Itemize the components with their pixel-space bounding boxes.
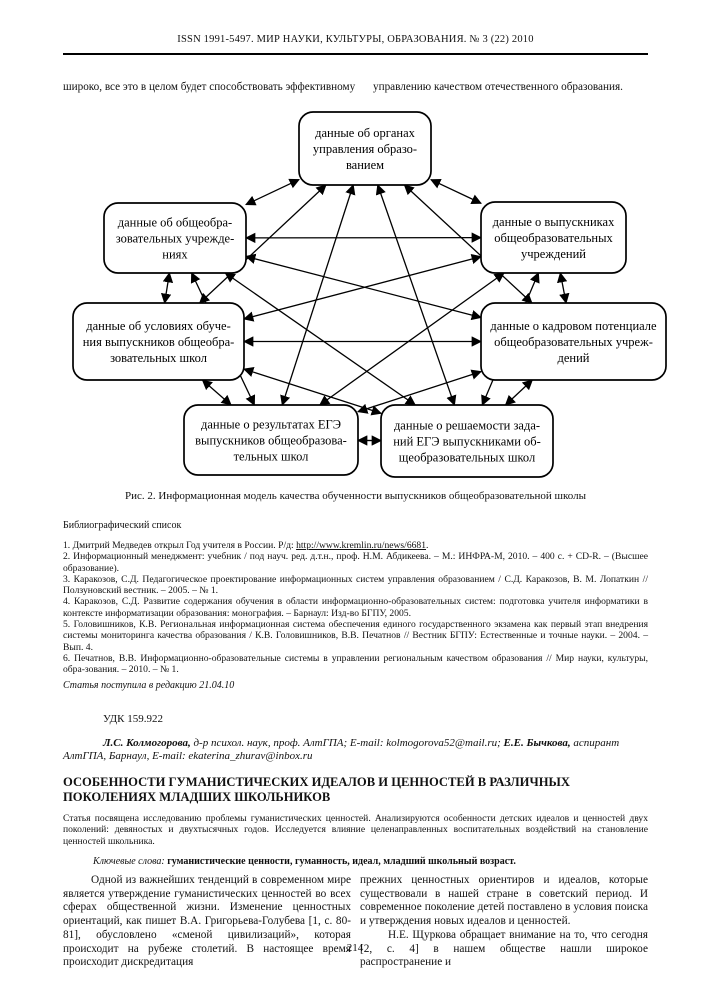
diagram-edge-arrow bbox=[202, 380, 231, 405]
author-name-2: Е.Е. Бычкова, bbox=[503, 736, 571, 749]
diagram-node-label: общеобразовательных учреж- bbox=[494, 334, 653, 349]
diagram-edge-arrow bbox=[165, 273, 170, 303]
diagram-node-label: данные об общеобра- bbox=[117, 215, 233, 230]
diagram-node-label: зовательных школ bbox=[110, 350, 207, 365]
keywords-line bbox=[63, 856, 648, 867]
bibliography-item-text: . bbox=[426, 540, 429, 551]
body-paragraph: Одной из важнейших тенденций в современном мире является утверждение гуманистических ценностей во всех сферах общественной жизни. Изменение ценностных ориентаций, как пишет В.А. Григорьева-Голубева [1, с. 80-81], обусловлено «сменой цивилизаций», которая происходит на рубеже столетий. В настоящее время происходит дискредитация bbox=[63, 874, 351, 969]
keywords-text: гуманистические ценности, гуманность, идеал, младший школьный возраст. bbox=[167, 856, 516, 868]
diagram-node-label: выпускников общеобразова- bbox=[195, 433, 347, 448]
diagram-node-label: зовательных учрежде- bbox=[115, 231, 235, 246]
body-column-right bbox=[360, 874, 648, 970]
diagram-node-graduates bbox=[481, 202, 626, 273]
diagram-node-label: учреждений bbox=[521, 246, 586, 261]
diagram-node-management-authorities bbox=[299, 112, 431, 185]
diagram-edge-arrow bbox=[506, 380, 533, 405]
bibliography-item bbox=[63, 551, 648, 574]
diagram-node-label: данные о результатах ЕГЭ bbox=[200, 417, 342, 432]
authors-line bbox=[63, 737, 648, 764]
bibliography-item-text: 3. Каракозов, С.Д. Педагогическое проектирование информационных систем управления образованием / С.Д. Каракозов, В. М. Лопаткин // Ползуновский вестник. – 2005. – № 1. bbox=[63, 573, 648, 597]
diagram-node-ege-task-solving bbox=[381, 405, 553, 477]
diagram-node-label: ния выпускников общеобра- bbox=[82, 334, 235, 349]
diagram-node-label: данные об органах bbox=[315, 125, 415, 140]
body-column-left bbox=[63, 874, 351, 970]
bibliography-item-text: 4. Каракозов, С.Д. Развитие содержания обучения в области информационно-образовательных систем: подготовка учителя информатики в контексте информатизации образования: монография. – Барнаул: Изд-во БГПУ, 2005. bbox=[63, 596, 648, 619]
diagram-node-staff-potential bbox=[481, 303, 666, 380]
continuation-right-column: управлению качеством отечественного образования. bbox=[373, 81, 623, 93]
diagram-node-school-institutions bbox=[104, 203, 246, 273]
diagram-node-label: данные о кадровом потенциале bbox=[490, 318, 657, 333]
diagram-node-label: данные об условиях обуче- bbox=[86, 318, 231, 333]
diagram-edge-arrow bbox=[282, 185, 353, 405]
author-name-1: Л.С. Колмогорова, bbox=[103, 736, 191, 749]
bibliography-heading: Библиографический список bbox=[63, 520, 182, 531]
diagram-edge-arrow bbox=[246, 180, 299, 205]
continuation-text bbox=[63, 81, 648, 93]
diagram-node-label: дений bbox=[557, 350, 590, 365]
page-number: 214 bbox=[346, 942, 364, 954]
diagram-node-label: ниях bbox=[162, 247, 188, 262]
article-title: ОСОБЕННОСТИ ГУМАНИСТИЧЕСКИХ ИДЕАЛОВ И ЦЕННОСТЕЙ В РАЗЛИЧНЫХ ПОКОЛЕНИЯХ МЛАДШИХ ШКОЛЬНИКОВ bbox=[63, 774, 570, 805]
journal-header-line: ISSN 1991-5497. МИР НАУКИ, КУЛЬТУРЫ, ОБРАЗОВАНИЯ. № 3 (22) 2010 bbox=[177, 34, 534, 45]
diagram-node-label: общеобразовательных bbox=[494, 230, 613, 245]
article-abstract: Статья посвящена исследованию проблемы гуманистических ценностей. Анализируются особенности детских идеалов и ценностей двух поколений: девяностых и двухтысячных годов. Исследуется влияние целенаправленных воспитательных воздействий на становление ценностей школьника. bbox=[63, 812, 648, 847]
diagram-edge-arrow bbox=[244, 257, 481, 319]
body-paragraph: Н.Е. Щуркова обращает внимание на то, что сегодня [2, с. 4] в нашем обществе нашли широкое распространение и bbox=[360, 928, 648, 969]
author-info-1: д-р психол. наук, проф. АлтГПА; E-mail: kolmogorova52@mail.ru; bbox=[190, 736, 504, 749]
header-rule bbox=[63, 53, 648, 55]
bibliography-item-text: 1. Дмитрий Медведев открыл Год учителя в России. Р/д: bbox=[63, 540, 297, 551]
bibliography-item bbox=[63, 653, 648, 676]
keywords-label: Ключевые слова: bbox=[93, 856, 168, 868]
author-info-2: аспирант АлтГПА, Барнаул, E-mail: ekaterina_zhurav@inbox.ru bbox=[63, 736, 620, 763]
diagram-node-label: ванием bbox=[345, 157, 385, 172]
diagram-edge-arrow bbox=[560, 273, 566, 303]
diagram-edge-arrow bbox=[431, 180, 481, 204]
body-paragraph: прежних ценностных ориентиров и идеалов, которые существовали в нашей стране в советский период. И современное поколение детей поставлено в условия поиска и утверждения новых идеалов и ценностей. bbox=[360, 874, 648, 928]
udk-label: УДК 159.922 bbox=[103, 712, 164, 725]
diagram-node-label: управления образо- bbox=[312, 141, 418, 156]
bibliography-item bbox=[63, 574, 648, 597]
diagram-edge-arrow bbox=[378, 185, 455, 405]
article-received-note: Статья поступила в редакцию 21.04.10 bbox=[63, 679, 235, 691]
diagram-edge-arrow bbox=[320, 273, 504, 405]
bibliography-item bbox=[63, 619, 648, 653]
diagram-node-label: щеобразовательных школ bbox=[398, 450, 536, 465]
diagram-node-label: тельных школ bbox=[233, 449, 309, 464]
bibliography-item bbox=[63, 596, 648, 619]
diagram-node-ege-results bbox=[184, 405, 358, 475]
diagram-node-learning-conditions bbox=[73, 303, 244, 380]
bibliography-item bbox=[63, 540, 648, 551]
body-columns bbox=[63, 874, 648, 970]
figure-caption: Рис. 2. Информационная модель качества обученности выпускников общеобразовательной школы bbox=[125, 490, 586, 502]
figure-diagram bbox=[61, 103, 673, 485]
continuation-left-column: широко, все это в целом будет способствовать эффективному bbox=[63, 81, 356, 93]
diagram-node-label: данные о выпускниках bbox=[492, 214, 615, 229]
bibliography-item-text: 5. Головишников, К.В. Региональная информационная система обеспечения единого государственного экзамена как первый этап внедрения системы мониторинга качества образования / К.В. Головишников, В.В. Печатнов // Вестник БГПУ: Естественные и точные науки. – 2004. – Вып. 4. bbox=[63, 619, 648, 653]
bibliography-link[interactable]: http://www.kremlin.ru/news/6681 bbox=[296, 540, 427, 551]
diagram-node-label: данные о решаемости зада- bbox=[393, 418, 541, 433]
diagram-node-label: ний ЕГЭ выпускниками об- bbox=[393, 434, 541, 449]
bibliography-item-text: 2. Информационный менеджмент: учебник / под науч. ред. д.т.н., проф. Н.М. Абдикеева. – М.: ИНФРА-М, 2010. – 400 с. + CD-R. – (Высшее образование). bbox=[63, 551, 648, 574]
bibliography-list bbox=[63, 540, 648, 676]
bibliography-item-text: 6. Печатнов, В.В. Информационно-образовательные системы в управлении региональным качеством образования // Мир науки, культуры, обра-зования. – 2010. – № 1. bbox=[63, 652, 648, 676]
